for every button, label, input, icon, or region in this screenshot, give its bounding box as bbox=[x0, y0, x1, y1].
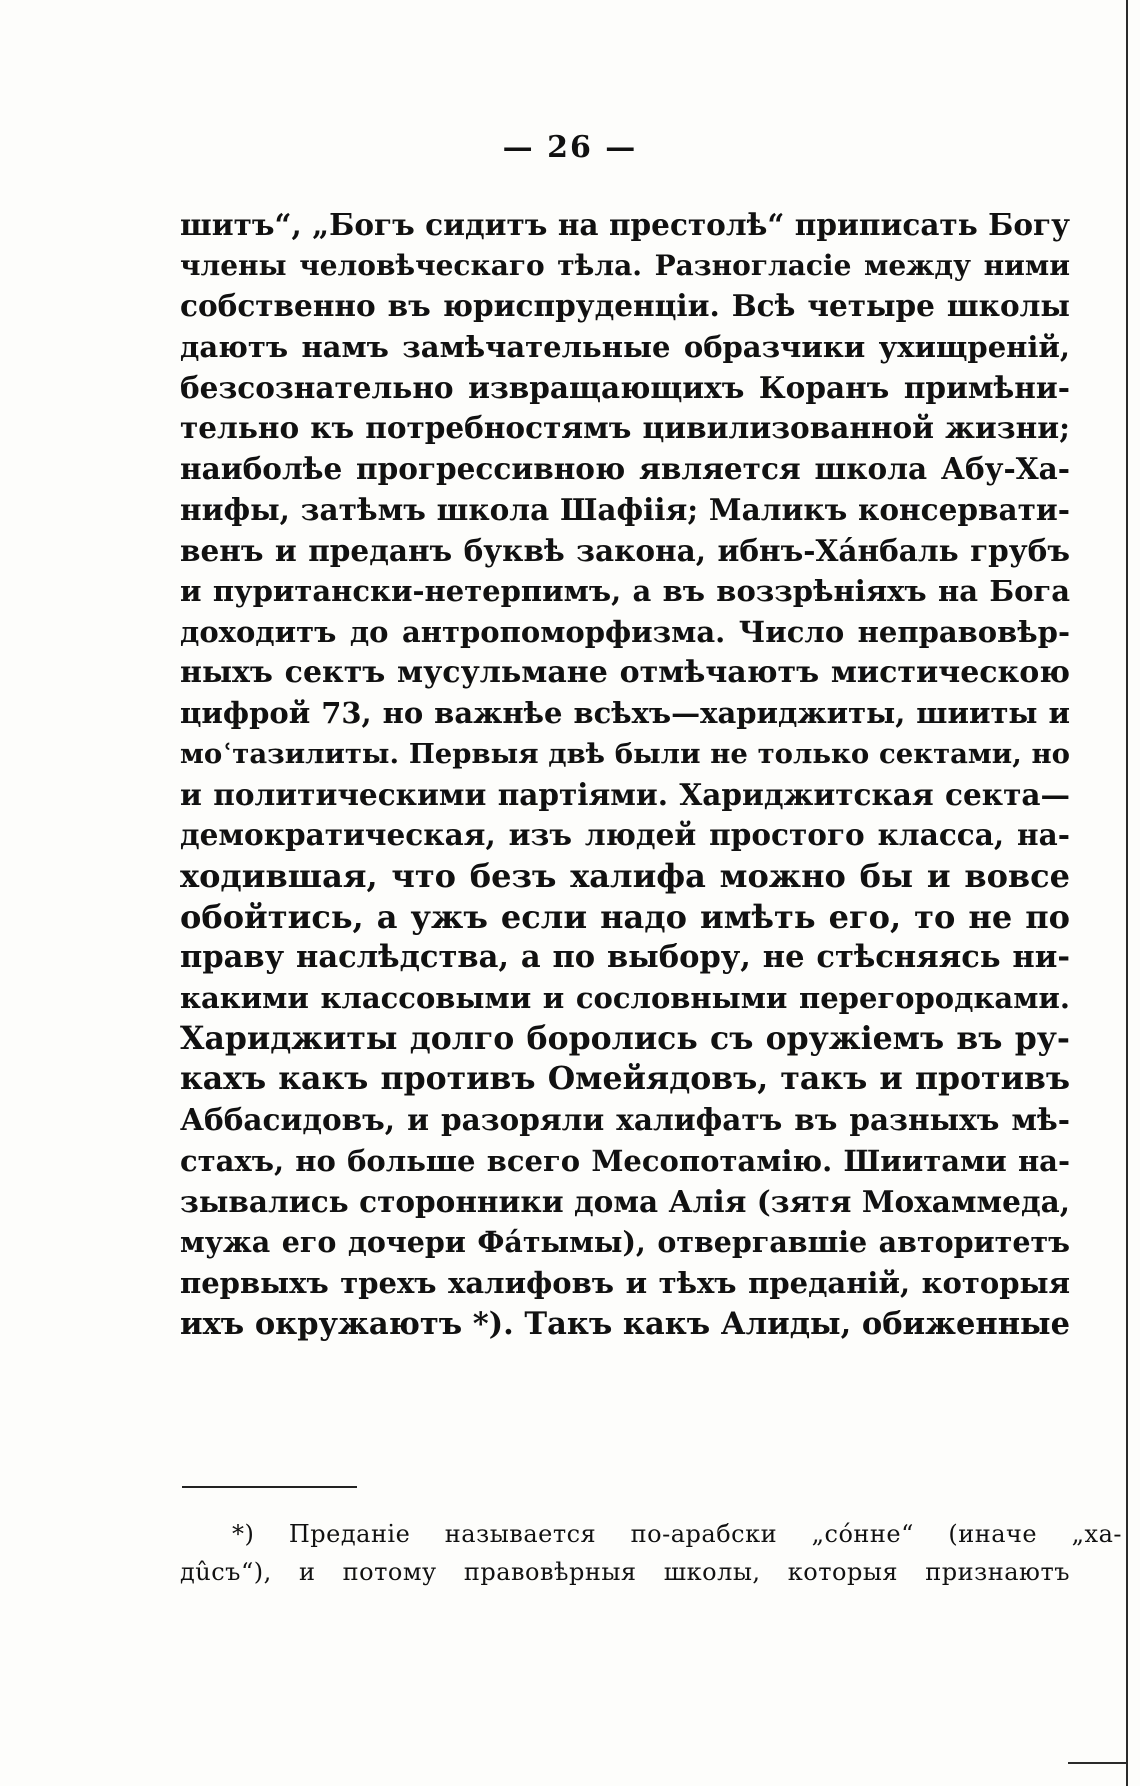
text-line: ходившая, что безъ халифа можно бы и вовсе bbox=[180, 857, 1070, 895]
text-line: безсознательно извращающихъ Коранъ примѣни- bbox=[180, 369, 1070, 405]
corner-mark bbox=[1068, 1762, 1126, 1764]
text-line: венъ и преданъ буквѣ закона, ибнъ-Хáнбаль грубъ bbox=[180, 532, 1070, 568]
text-line: и политическими партіями. Хариджитская секта— bbox=[180, 776, 1070, 812]
text-line: ихъ окружаютъ *). Такъ какъ Алиды, обиженные bbox=[180, 1305, 1070, 1342]
text-line: Хариджиты долго боролись съ оружіемъ въ ру- bbox=[180, 1019, 1070, 1057]
text-line: ныхъ сектъ мусульмане отмѣчаютъ мистическою bbox=[180, 654, 1070, 690]
text-line: члены человѣческаго тѣла. Разногласіе между ними bbox=[180, 248, 1070, 282]
text-line: доходитъ до антропоморфизма. Число неправовѣр- bbox=[180, 614, 1070, 649]
text-line: демократическая, изъ людей простого класса, на- bbox=[180, 817, 1070, 853]
text-line: собственно въ юриспруденціи. Всѣ четыре школы bbox=[180, 288, 1070, 324]
page-edge-line bbox=[1126, 0, 1128, 1786]
text-line: нифы, затѣмъ школа Шафіія; Маликъ консервати- bbox=[180, 491, 1070, 527]
text-line: первыхъ трехъ халифовъ и тѣхъ преданій, которыя bbox=[180, 1265, 1070, 1300]
text-line: обойтись, а ужъ если надо имѣть его, то не по bbox=[180, 897, 1070, 936]
text-line: какими классовыми и сословными перегородками. bbox=[180, 981, 1070, 1016]
text-line: тельно къ потребностямъ цивилизованной жизни; bbox=[180, 410, 1070, 446]
body-text bbox=[180, 205, 1070, 1344]
text-line: наиболѣе прогрессивною является школа Абу-Ха- bbox=[180, 451, 1070, 487]
footnote-line: дûсъ“), и потому правовѣрныя школы, которыя признаютъ bbox=[180, 1558, 1070, 1586]
footnote-line: *) Преданіе называется по-арабски „сóнне“ (иначе „ха- bbox=[232, 1520, 1122, 1548]
page-number: — 26 — bbox=[502, 130, 638, 165]
footnote bbox=[180, 1515, 1122, 1591]
text-line: праву наслѣдства, а по выбору, не стѣсняясь ни- bbox=[180, 939, 1070, 976]
text-line: стахъ, но больше всего Месопотамію. Шиитами на- bbox=[180, 1143, 1070, 1178]
text-line: шитъ“, „Богъ сидитъ на престолѣ“ приписать Богу bbox=[180, 207, 1070, 242]
text-line: мoʿтазилиты. Первыя двѣ были не только сектами, но bbox=[180, 737, 1070, 770]
footnote-divider bbox=[182, 1486, 357, 1488]
text-line: цифрой 73, но важнѣе всѣхъ—хариджиты, шииты и bbox=[180, 696, 1070, 731]
text-line: и пуритански-нетерпимъ, а въ воззрѣніяхъ на Бога bbox=[180, 574, 1070, 609]
text-line: мужа его дочери Фáтымы), отвергавшіе авторитетъ bbox=[180, 1225, 1070, 1260]
text-line: зывались сторонники дома Алія (зятя Мохаммеда, bbox=[180, 1183, 1070, 1219]
text-line: Аббасидовъ, и разоряли халифатъ въ разныхъ мѣ- bbox=[180, 1102, 1070, 1138]
text-line: даютъ намъ замѣчательные образчики ухищреній, bbox=[180, 330, 1070, 365]
text-line: кахъ какъ противъ Омейядовъ, такъ и противъ bbox=[180, 1060, 1070, 1098]
